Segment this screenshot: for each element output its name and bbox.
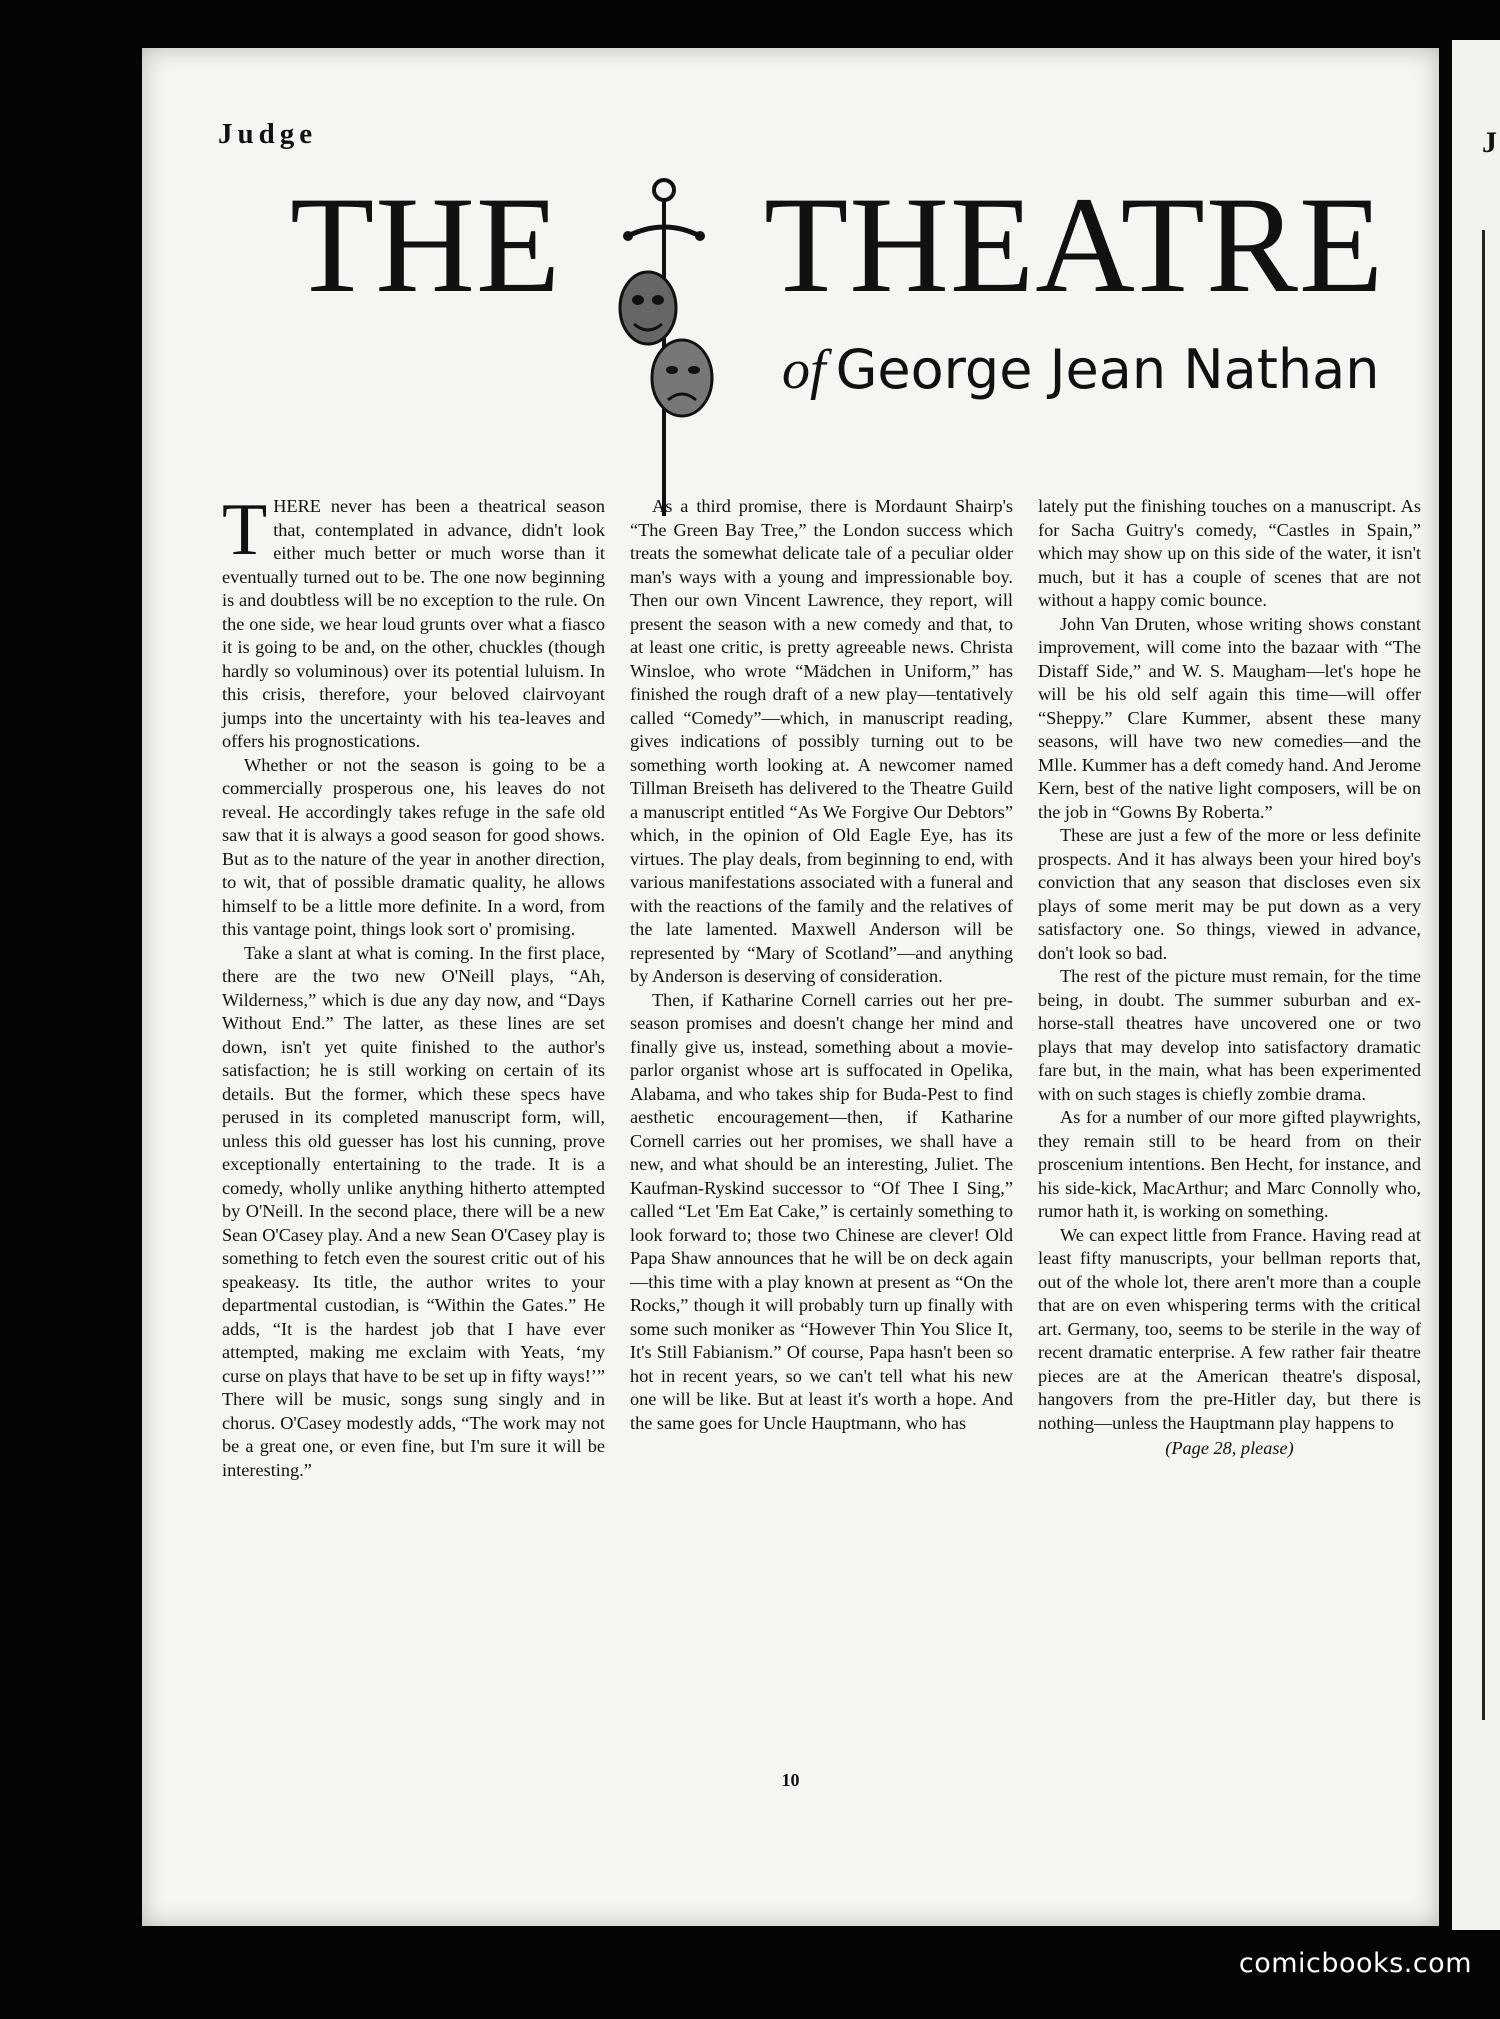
continued-reference: (Page 28, please): [1165, 1438, 1294, 1458]
next-page-border: [1482, 230, 1485, 1720]
byline: [782, 338, 1379, 402]
article-body: [222, 489, 1422, 1482]
paragraph: John Van Druten, whose writing shows constant improvement, will come into the bazaar with “The Distaff Side,” and W. S. Maugham—let's hope he will be his old self again this time—will offer “Sheppy.” Clare Kummer, absent these many seasons, will have two new comedies—and the Mlle. Kummer has a deft comedy hand. And Jerome Kern, best of the native light composers, will be on the job in “Gowns By Roberta.”: [1038, 613, 1421, 822]
byline-of: of: [782, 339, 826, 401]
paragraph: The rest of the picture must remain, for the time being, in doubt. The summer suburban and ex-horse-stall theatres have uncovered one or two plays that may develop into satisfactory dramatic fare but, in the main, what has been experimented with on such stages is chiefly zombie drama.: [1038, 966, 1421, 1104]
paragraph: As for a number of our more gifted playwrights, they remain still to be heard from on their proscenium intentions. Ben Hecht, for instance, and his side-kick, MacArthur; and Marc Connolly who, rumor hath it, is working on something.: [1038, 1107, 1421, 1221]
page-number: 10: [781, 1770, 800, 1790]
paragraph: We can expect little from France. Having read at least fifty manuscripts, your bellman reports that, out of the whole lot, there aren't more than a couple that are on even whispering terms with the critical art. Germany, too, seems to be sterile in the way of recent dramatic enterprise. A few rather fair theatre pieces are at the American theatre's disposal, hangovers from the pre-Hitler day, but there is nothing—unless the Hauptmann play happens to: [1038, 1224, 1421, 1433]
paragraph: Take a slant at what is coming. In the first place, there are the two new O'Neill plays, “Ah, Wilderness,” which is due any day now, and “Days Without End.” The latter, as these lines are set down, isn't yet quite finished to the author's satisfaction; he is still working on certain of its details. But the former, which these specs have perused in its completed manuscript form, will, unless this old guesser has lost his cunning, prove exceptionally entertaining to the trade. It is a comedy, wholly unlike anything hitherto attempted by O'Neill. In the second place, there will be a new Sean O'Casey play. And a new Sean O'Casey play is something to fetch even the sourest critic out of his speakeasy. Its title, the author writes to your departmental custodian, is “Within the Gates.” He adds, “It is the hardest job that I have ever attempted, making me exclaim with Yeats, ‘my curse on plays that have to be set up in fifty ways!’” There will be music, songs sung singly and in chorus. O'Casey modestly adds, “The work may not be a great one, or even fine, but I'm sure it will be interesting.”: [222, 942, 605, 1480]
magazine-page: [142, 48, 1439, 1926]
watermark: comicbooks.com: [1238, 1948, 1472, 1979]
next-page-edge: [1452, 40, 1500, 1930]
magazine-title: Judge: [218, 118, 318, 150]
column-2: [630, 495, 1013, 1482]
heading-left: THE: [290, 168, 562, 321]
column-1: [222, 489, 605, 1482]
sword-masks-emblem-icon: [604, 178, 744, 518]
next-page-letter: J: [1482, 126, 1497, 159]
column-3: [1038, 495, 1421, 1482]
byline-author: George Jean Nathan: [835, 338, 1380, 401]
paragraph: As a third promise, there is Mordaunt Shairp's “The Green Bay Tree,” the London success which treats the somewhat delicate tale of a peculiar older man's ways with a young and impressionable boy. Then our own Vincent Lawrence, they report, will present the season with a new comedy and that, to at least one critic, is pretty agreeable news. Christa Winsloe, who wrote “Mädchen in Uniform,” has finished the rough draft of a new play—tentatively called “Comedy”—which, in manuscript reading, gives indications of possibly turning out to be something worth looking at. A newcomer named Tillman Breiseth has delivered to the Theatre Guild a manuscript entitled “As We Forgive Our Debtors” which, in the opinion of Old Eagle Eye, has its virtues. The play deals, from beginning to end, with various manifestations associated with a funeral and with the reactions of the family and the relatives of the late lamented. Maxwell Anderson will be represented by “Mary of Scotland”—and anything by Anderson is deserving of consideration.: [630, 496, 1013, 986]
paragraph: THERE never has been a theatrical season that, contemplated in advance, didn't look either much better or much worse than it eventually turned out to be. The one now beginning is and doubtless will be no exception to the rule. On the one side, we hear loud grunts over what a fiasco it is going to be and, on the other, chuckles (though hardly so voluminous) over its potential luluism. In this crisis, therefore, your beloved clairvoyant jumps into the uncertainty with his tea-leaves and offers his prognostications.: [222, 489, 605, 751]
drop-cap: T: [222, 489, 268, 571]
heading-right: THEATRE: [764, 168, 1385, 321]
paragraph: These are just a few of the more or less definite prospects. And it has always been your hired boy's conviction that any season that discloses even six plays of some merit may be put down as a very satisfactory one. So things, viewed in advance, don't look so bad.: [1038, 825, 1421, 963]
paragraph: Whether or not the season is going to be a commercially prosperous one, his leaves do not reveal. He accordingly takes refuge in the safe old saw that it is always a good season for good shows. But as to the nature of the year in another direction, to wit, that of possible dramatic quality, he allows himself to be a little more definite. In a word, from this vantage point, things look sort o' promising.: [222, 754, 605, 939]
paragraph: lately put the finishing touches on a manuscript. As for Sacha Guitry's comedy, “Castles in Spain,” which may show up on this side of the water, it isn't much, but it has a couple of scenes that are not without a happy comic bounce.: [1038, 496, 1421, 610]
paragraph: Then, if Katharine Cornell carries out her pre-season promises and doesn't change her mind and finally give us, instead, something about a movie-parlor organist whose art is suffocated in Opelika, Alabama, and who takes ship for Buda-Pest to find aesthetic encouragement—then, if Katharine Cornell carries out her promises, we shall have a new, and what should be an interesting, Juliet. The Kaufman-Ryskind successor to “Of Thee I Sing,” called “Let 'Em Eat Cake,” is certainly something to look forward to; those two Chinese are clever! Old Papa Shaw announces that he will be on deck again—this time with a play known at present as “On the Rocks,” though it will probably turn up finally with some such moniker as “However Thin You Slice It, It's Still Fabianism.” Of course, Papa hasn't been so hot in recent years, so we can't tell what his new one will be like. But at least it's worth a hope. And the same goes for Uncle Hauptmann, who has: [630, 989, 1013, 1433]
